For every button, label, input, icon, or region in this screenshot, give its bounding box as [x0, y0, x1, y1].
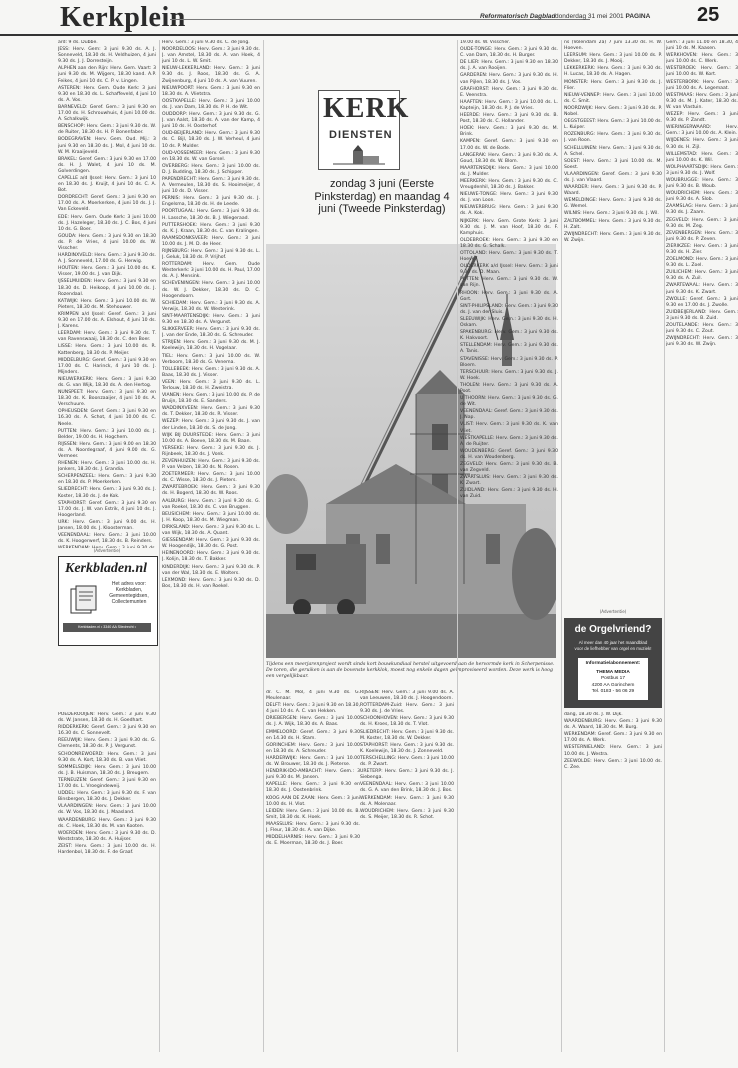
service-listing: KAMPEN: Geref. Gem.: 3 juni 9.30 en 17.00 ds. W. de Bode. — [460, 139, 558, 151]
service-listing: WESTBROEK: Herv. Gem.: 3 juni 10.00 ds. W. Kort. — [666, 66, 738, 78]
service-listing: NIEUW-VENNEP: Herv. Gem.: 3 juni 10.00 ds. C. Smit. — [564, 92, 662, 104]
orgelvriend-postbus: Postbus 17 — [600, 676, 625, 682]
orgelvriend-advertisement — [564, 618, 662, 708]
service-listing: KATWIJK: Herv. Gem.: 3 juni 10.00 ds. W. Pieters, 18.30 ds. M. Stehouwer. — [58, 298, 156, 310]
service-listing: NIEUWERKERK: Herv. Gem.: 3 juni 9.30 ds. G. van Wijk, 18.30 ds. A. den Hertog. — [58, 376, 156, 388]
service-listing: WOUDRICHEM: Herv. Gem.: 3 juni 9.30 ds. A. Slob. — [666, 191, 738, 203]
service-listing: LISSE: Herv. Gem.: 3 juni 10.00 ds. R. Kattenberg, 18.30 ds. P. Meijer. — [58, 344, 156, 356]
service-listing: ZUILICHEM: Herv. Gem.: 3 juni 9.30 ds. A. Zuil. — [666, 270, 738, 282]
page-number: 25 — [697, 4, 720, 26]
service-listing: LEERSUM: Herv. Gem.: 3 juni 10.00 ds. P. Dekker, 18.30 ds. J. Mooij. — [564, 53, 662, 65]
service-listing: WOUDENBERG: Geref. Gem.: 3 juni 9.30 ds. H. van Woudenberg. — [460, 448, 558, 460]
service-listing: LEERDAM: Herv. Gem.: 3 juni 9.30 ds. T. van Ravenswaaij, 18.30 ds. C. den Boer. — [58, 331, 156, 343]
service-listing: Herv. Gem.: 3 juni 9.30 ds. C. de Jong. — [162, 40, 250, 45]
advertisement-label-2: (Advertentie) — [599, 609, 627, 614]
service-dates-notice: zondag 3 juni (Eerste Pinksterdag) en maandag 4 juni (Tweede Pinksterdag) — [314, 178, 450, 215]
service-listing: ard: 9 ds. Dubbe. — [58, 40, 98, 45]
column-1 — [58, 40, 156, 548]
service-listing: ROTTERDAM-Zuid: Herv. Gem.: 3 juni 9.30 ds. J. de Vries. — [360, 703, 454, 715]
service-listing: DORDRECHT: Geref. Gem.: 3 juni 9.30 en 17.00 ds. A. Moerkerken, 4 juni 10 ds. J. J. Van Eckeveld. — [58, 195, 156, 213]
service-listing: POORTUGAAL: Herv. Gem.: 3 juni 9.30 ds. H. Lassche, 18.30 ds. B. J. Wiegeraad. — [162, 209, 260, 221]
service-listing: NIEUWPOORT: Herv. Gem.: 3 juni 9.30 en 18.30 ds. A. Vlietstra. — [162, 85, 260, 97]
service-listing: PUTTERSHOEK: Herv. Gem.: 3 juni 9.30 ds. K. J. Kraan, 18.30 ds. C. van Kralingen. — [162, 222, 260, 234]
service-listing: MAARTENSDIJK: Herv. Gem.: 3 juni 10.00 ds. J. Mulder. — [460, 165, 558, 177]
service-listing: AALBURG: Herv. Gem.: 3 juni 9.30 ds. G. van Roekel, 18.30 ds. C. van Bruggen. — [162, 498, 260, 510]
service-listing: ZEVENHUIZEN: Herv. Gem.: 3 juni 9.30 ds. P. van Velzen, 18.30 ds. N. Rosen. — [162, 459, 260, 471]
service-listing: PUTTEN: Herv. Gem.: 3 juni 9.30 ds. W. van Rijn. — [460, 277, 558, 289]
service-listing: ZOUTELANDE: Herv. Gem.: 3 juni 9.30 ds. C. Zout. — [666, 323, 738, 335]
service-listing: ZWOLLE: Geref. Gem.: 3 juni 9.30 en 17.00 ds. J. Zwolle. — [666, 296, 738, 308]
orgelvriend-city: 4200 AA Gorinchem — [591, 682, 635, 688]
service-listing: MIDDELHARNIS: Herv. Gem.: 3 juni 9.30 ds. E. Moerman, 18.30 ds. J. Boer. — [266, 835, 360, 847]
service-listing: Gem.: 3 juni 11.00 en 18.30, 4 juni 10 ds. M. Kaasen. — [666, 40, 738, 52]
service-listing: WESTERNIELAND: Herv. Gem.: 3 juni 10.00 ds. J. Westra. — [564, 745, 662, 757]
service-listing: WEZEP: Herv. Gem.: 3 juni 9.30 ds. P. Zandt. — [666, 112, 738, 124]
kerkbladen-logo: Kerkbladen.nl — [65, 561, 148, 576]
service-listing: REEUWIJK: Herv. Gem.: 3 juni 9.30 ds. G. Clements, 18.30 ds. P. J. Vergunst. — [58, 738, 156, 750]
service-listing: KRIMPEN a/d IJssel: Geref. Gem.: 3 juni 9.30 en 17.00 ds. A. Elshout, 4 juni 10 ds. J. Karens. — [58, 311, 156, 330]
service-listing: WEMELDINGE: Herv. Gem.: 3 juni 9.30 ds. G. Wemel. — [564, 198, 662, 210]
service-listing: URETERP: Herv. Gem.: 3 juni 9.30 ds. J. Siebenga. — [360, 769, 454, 781]
column-divider — [561, 40, 562, 1052]
service-listing: RIJSSEN: Herv. Gem.: 3 juni 9.00 en 18.30 ds. A. Noordegraaf, 4 juni 9.00 ds. G. Vermeer. — [58, 441, 156, 459]
column-divider — [263, 40, 264, 1052]
service-listing: VEEN: Herv. Gem.: 3 juni 9.30 ds. L. Terlouw, 18.30 ds. H. Zweistra. — [162, 379, 260, 391]
service-listing: HOUTEN: Herv. Gem.: 3 juni 10.00 ds. K. Visser, 19.00 ds. J. van Dijk. — [58, 266, 156, 278]
service-listing: TERSCHUUR: Herv. Gem.: 3 juni 9.30 ds. J. W. Hoek. — [460, 369, 558, 381]
service-listing: MIDDELBURG: Geref. Gem.: 3 juni 9.30 en 17.00 ds. C. Harinck, 4 juni 10 ds. J. Mijnders. — [58, 357, 156, 375]
service-listing: STELLENDAM: Herv. Gem.: 3 juni 9.30 ds. A. Tanis. — [460, 343, 558, 355]
service-listing: SOMMELSDIJK: Herv. Gem.: 3 juni 10.00 ds. J. B. Huisman, 18.30 ds. J. Breugem. — [58, 764, 156, 776]
service-listing: BODEGRAVEN: Herv. Gem. Oud. Mij.: 3 juni 9.30 en 18.30 ds. J. Mol, 4 juni 10 ds. W. M. Kraaijeveld. — [58, 137, 156, 155]
service-listing: WAARDER: Herv. Gem.: 3 juni 9.30 ds. P. Waard. — [564, 185, 662, 197]
service-listing: VLAARDINGEN: Geref. Gem.: 3 juni 9.30 ds. J. van Vlaard. — [564, 171, 662, 183]
column-divider — [664, 40, 665, 1052]
service-listing: WERKHOVEN: Herv. Gem.: 3 juni 10.00 ds. C. Werk. — [666, 53, 738, 65]
service-listing: WILNIS: Herv. Gem.: 3 juni 9.30 ds. J. Wil. — [564, 211, 659, 217]
service-listing: OUD-VOSSEMEER: Herv. Gem.: 3 juni 9.30 en 18.30 ds. W. van Gorsel. — [162, 150, 260, 162]
service-listing: IJSSELMUIDEN: Herv. Gem.: 3 juni 9.30 en 18.30 ds. D. Heikoop, 4 juni 10.00 ds. J. Rozendaal. — [58, 279, 156, 297]
service-listing: ZALTBOMMEL: Herv. Gem.: 3 juni 9.30 ds. H. Zalt. — [564, 218, 662, 230]
service-listing: BEUSICHEM: Herv. Gem.: 3 juni 10.00 ds. J. H. Koop, 18.30 ds. M. Wiegman. — [162, 511, 260, 523]
service-listing: HEERDE: Herv. Gem.: 3 juni 9.30 ds. B. Post, 18.30 ds. C. Hollander. — [460, 113, 558, 125]
service-listing: HENDRIK-IDO-AMBACHT: Herv. Gem.: 3 juni 9.30 ds. M. Jansen. — [266, 769, 360, 781]
page-label: PAGINA — [625, 13, 651, 20]
service-listing: ZEVENBERGEN: Herv. Gem.: 3 juni 9.30 ds. P. Zeven. — [666, 230, 738, 242]
photo-caption: Tijdens een meerjarenproject wordt sinds kort bouwkundiaal herstel uitgevoerd aan de hervormde kerk in Scherpenisse. De toren, die geruiken is aan de bovenste kerkklok, moest nog enkele dagen geïmproviseerd worden. Deze werk is hoog een vergelijkbaar. — [266, 662, 555, 679]
service-listing: BARNEVELD: Geref. Gem.: 3 juni 9.30 en 17.00 ds. H. Schrouwhuis, 4 juni 10.00 ds. A. Schalkwijk. — [58, 104, 156, 123]
service-listing: WERKENDAM: Herv. Gem.: 3 juni 9.30 ds. A. Molenaar. — [360, 795, 454, 807]
service-listing: dang, 18.30 ds. J. W. Dijk. — [564, 712, 623, 717]
column-divider — [457, 40, 458, 1052]
service-listing: PUTTEN: Herv. Gem.: 3 juni 10.00 ds. J. Belder, 19.00 ds. H. Hogchem. — [58, 428, 156, 440]
service-listing: WAARDENBURG: Herv. Gem.: 3 juni 9.30 ds. C. Hoek, 18.30 ds. M. van Kooten. — [58, 817, 156, 829]
service-listing: RIJSSEN: Herv. Gem.: 3 juni 9.00 ds. A. van Leeuwen, 18.30 ds. J. Hoogendoorn. — [360, 690, 454, 702]
service-listing: ZWIJNDRECHT: Herv. Gem.: 3 juni 9.30 ds. W. Zwijn. — [666, 336, 738, 348]
service-listing: ZUIDLAND: Herv. Gem.: 3 juni 9.30 ds. H. van Zuid. — [460, 488, 558, 500]
service-listing: NIJKERK: Herv. Gem. Grote Kerk: 3 juni 9.30 ds. J. M. van Hoof, 18.30 ds. F. Kamphuis. — [460, 218, 558, 236]
service-listing: NIEUW-LEKKERLAND: Herv. Gem.: 3 juni 9.30 ds. J. Roos, 18.30 ds. G. A. Zwijnenburg, 4 juni 10 ds. A. van Vuuren. — [162, 66, 260, 84]
service-listing: TERSCHELLING: Herv. Gem.: 3 juni 10.00 ds. P. Zwart. — [360, 755, 454, 768]
service-listing: STAPHORST: Geref. Gem.: 3 juni 9.30 en 17.00 ds. J. W. van Estrik, 4 juni 10 ds. J. Hoogerland. — [58, 500, 156, 518]
service-listing: SCHOONREWOERD: Herv. Gem.: 3 juni 9.30 ds. A. Kort, 18.30 ds. B. van Vliet. — [58, 751, 156, 763]
column-5 — [460, 40, 558, 1052]
service-listing: NIEUWERBRUG: Herv. Gem.: 3 juni 9.30 ds. A. Kok. — [460, 205, 558, 217]
service-listing: ZEGVELD: Herv. Gem.: 3 juni 9.30 ds. M. Zeg. — [666, 217, 738, 229]
service-listing: WAARDENBURG: Herv. Gem.: 3 juni 9.30 ds. A. Waard, 18.30 ds. M. Burg. — [564, 719, 662, 731]
orgelvriend-phone: Tel. 0183 - 56 06 29 — [591, 688, 635, 694]
advertisement-label: (Advertentie) — [93, 548, 121, 553]
service-listing: GRAFHORST: Herv. Gem.: 3 juni 9.30 ds. E. Veenstra. — [460, 86, 558, 98]
service-listing: KOOG AAN DE ZAAN: Herv. Gem.: 3 juni 10.00 ds. H. Vlot. — [266, 795, 360, 807]
service-listing: EDE: Herv. Gem. Oude Kerk: 3 juni 10.00 ds. J. Hazeleger, 18.30 ds. J. C. Bos, 4 juni 10 ds. G. Boer. — [58, 214, 156, 232]
orgelvriend-title: de Orgelvriend? — [574, 624, 652, 635]
service-listing: OUDE-TONGE: Herv. Gem.: 3 juni 9.30 ds. C. van Dam, 18.30 ds. H. Burger. — [460, 47, 558, 59]
issue-date-line — [555, 13, 650, 20]
service-listing: ZUIDBEIJERLAND: Herv. Gem.: 3 juni 9.30 ds. B. Zuid. — [666, 309, 738, 321]
service-listing: NOORDWIJK: Herv. Gem.: 3 juni 9.30 ds. P. Nobel. — [564, 105, 662, 118]
service-listing: ROTTERDAM: Herv. Gem. Oude Westerkerk: 3 juni 10.00 ds. H. Paul, 17.00 ds. A. J. Mensink. — [162, 262, 260, 280]
service-listing: BENSCHOP: Herv. Gem.: 3 juni 9.30 ds. W. de Ruiter, 18.30 ds. H. P. Bonenfaber. — [58, 124, 156, 136]
column-6-lower — [564, 712, 662, 1052]
service-listing: KAPELLE: Herv. Gem.: 3 juni 9.30 en 18.30 ds. J. Oostenbrink. — [266, 782, 360, 794]
service-listing: YERSEKE: Herv. Gem.: 3 juni 9.30 ds. J. Rijnbeek, 18.30 ds. J. Vonk. — [162, 445, 260, 457]
service-listing: WOLPHAARTSDIJK: Herv. Gem.: 3 juni 9.30 ds. J. Wolf. — [666, 164, 738, 176]
service-listing: STAVENISSE: Herv. Gem.: 3 juni 9.30 ds. P. Bloem. — [460, 356, 558, 368]
service-listing: DIRKSLAND: Herv. Gem.: 3 juni 9.30 ds. L. van Wijk, 18.30 ds. A. Quant. — [162, 524, 260, 537]
service-listing: NOORDELOOS: Herv. Gem.: 3 juni 9.30 ds. J. van Amstel, 18.30 ds. A. van Hoek, 4 juni 10 ds. L. W. Smit. — [162, 47, 260, 65]
service-listing: dr. C. M. Mol, 4 juni 9.30 ds. G. Meulenaar. — [266, 690, 360, 702]
service-listing: WIJDENES: Herv. Gem.: 3 juni 9.30 ds. H. Zijl. — [666, 138, 738, 150]
service-listing: GARDEREN: Herv. Gem.: 3 juni 9.30 ds. H. van Pijlen, 18.30 ds. J. Vos. — [460, 73, 558, 85]
orgelvriend-contact-heading: Informatie/abonnement: — [585, 661, 641, 666]
service-listing: ZEEWOLDE: Herv. Gem.: 3 juni 10.00 ds. C. Zee. — [564, 758, 662, 770]
service-listing: VIANEN: Herv. Gem.: 3 juni 10.00 ds. P. de Bruijn, 18.30 ds. E. Sanders. — [162, 393, 260, 405]
column-6-top — [564, 40, 662, 640]
column-7 — [666, 40, 738, 1052]
service-listing: PERNIS: Herv. Gem.: 3 juni 9.30 ds. J. Engelsma, 18.30 ds. H. de Leede. — [162, 196, 260, 208]
service-listing: TIEL: Herv. Gem.: 3 juni 10.00 ds. W. Verboom, 18.30 ds. G. Venema. — [162, 353, 260, 365]
service-listing: SCHEVENINGEN: Herv. Gem.: 3 juni 10.00 ds. W. J. Dekker, 18.30 ds. D. C. Hoogendoorn. — [162, 281, 260, 299]
orgelvriend-tagline-1: Al meer dan 40 jaar het maandblad — [578, 640, 648, 645]
service-listing: WIERINGERWAARD: Herv. Gem.: 3 juni 10.00 ds. A. Klein. — [666, 125, 738, 137]
service-listing: GORINCHEM: Herv. Gem.: 3 juni 10.00 en 18.30 ds. A. Schreuder. — [266, 742, 360, 754]
service-listing: SCHOONHOVEN: Herv. Gem.: 3 juni 9.30 ds. H. Kroes, 18.30 ds. T. Vlot. — [360, 716, 454, 728]
kerkdiensten-logo-small: DIENSTEN — [329, 129, 393, 141]
service-listing: HARDERWIJK: Herv. Gem.: 3 juni 10.00 ds. W. Brouwer, 18.30 ds. J. Pieterse. — [266, 755, 360, 768]
service-listing: NIEUWE-TONGE: Herv. Gem.: 3 juni 9.30 ds. J. van Loon. — [460, 192, 558, 204]
service-listing: WOERDEN: Herv. Gem.: 3 juni 9.30 ds. D. Weststrate, 18.30 ds. A. Huijser. — [58, 830, 156, 842]
service-listing: WEZEP: Herv. Gem.: 3 juni 9.30 ds. J. van der Linden, 18.30 ds. S. de Jong. — [162, 419, 260, 431]
service-listing: LEXMOND: Herv. Gem.: 3 juni 9.30 ds. D. Bos, 18.30 ds. H. van Roekel. — [162, 577, 260, 589]
service-listing: OVERBERG: Herv. Gem.: 3 juni 10.00 ds. D. J. Budding, 18.30 ds. J. Schipper. — [162, 163, 260, 175]
paper-name: Reformatorisch Dagblad — [480, 13, 556, 20]
service-listing: GOUDA: Herv. Gem.: 3 juni 9.30 en 18.30 ds. P. de Vries, 4 juni 10.00 ds. W. Visscher. — [58, 233, 156, 251]
service-listing: OLDEBROEK: Herv. Gem.: 3 juni 9.30 en 18.30 ds. G. Schalk. — [460, 237, 558, 249]
service-listing: ZEGVELD: Herv. Gem.: 3 juni 9.30 ds. B. van Zegveld. — [460, 462, 558, 474]
church-icon — [333, 145, 385, 165]
service-listing: ZWIJNDRECHT: Herv. Gem.: 3 juni 9.30 ds. W. Zwijn. — [564, 231, 662, 243]
service-listing: THOLEN: Herv. Gem.: 3 juni 9.30 ds. A. Poot. — [460, 382, 558, 394]
service-listing: OUD-BEIJERLAND: Herv. Gem.: 3 juni 9.30 ds. C. Bijl, 18.30 ds. J. W. Verheul, 4 juni 10 ds. P. Mulder. — [162, 131, 260, 149]
service-listing: VEENENDAAL: Geref. Gem.: 3 juni 9.30 ds. J. Nap. — [460, 409, 558, 421]
service-listing: ALPHEN aan den Rijn: Herv. Gem. Vaart: 3 juni 9.30 ds. M. Wijgers, 18.30 kand. A.P. Feikes, 4 juni 10 ds. C. P. v. Lingen. — [58, 66, 156, 84]
service-listing: WESTMAAS: Herv. Gem.: 3 juni 9.30 ds. M. J. Kater, 18.30 ds. W. van Vlastuin. — [666, 92, 738, 110]
service-listing: WOUDRICHEM: Herv. Gem.: 3 juni 9.30 ds. S. Meijer, 18.30 ds. R. Schot. — [360, 808, 454, 820]
service-listing: WESTERBORK: Herv. Gem.: 3 juni 10.00 ds. A. Legemaat. — [666, 79, 738, 91]
service-listing: MEERKERK: Herv. Gem.: 3 juni 9.30 ds. C. Vreugdenhil, 18.30 ds. J. Bakker. — [460, 178, 558, 191]
column-1-lower — [58, 712, 156, 1052]
kerkdiensten-logo-big: KERK — [323, 93, 410, 124]
service-listing: WIJK BIJ DUURSTEDE: Herv. Gem.: 3 juni 10.00 ds. A. Boeve, 18.30 ds. M. Baan. — [162, 432, 260, 444]
service-listing: EMMELOORD: Geref. Gem.: 3 juni 9.30 en 14.30 ds. H. Stam. — [266, 729, 360, 741]
service-listing: DE LIER: Herv. Gem.: 3 juni 9.30 en 18.30 ds. J. A. van Rooijen. — [460, 60, 558, 72]
service-listing: ZAAMSLAG: Herv. Gem.: 3 juni 9.30 ds. J. Zaam. — [666, 204, 738, 216]
service-listing: HARDINXVELD: Herv. Gem.: 3 juni 9.30 ds. A. J. Sonneveld, 17.00 ds. G. Herwig. — [58, 253, 156, 265]
service-listing: UDDEL: Herv. Gem.: 3 juni 9.30 ds. F. van Binsbergen, 18.30 ds. J. Dekker. — [58, 791, 156, 803]
service-listing: RIJNSBURG: Herv. Gem.: 3 juni 9.30 ds. L. J. Geluk, 18.30 ds. P. Vrijhof. — [162, 249, 260, 261]
section-title: Kerkplein — [60, 2, 186, 33]
service-listing: SLIEDRECHT: Herv. Gem.: 3 juni 9.30 ds. M. Koster, 18.30 ds. W. Dekker. — [360, 729, 454, 741]
service-listing: MAASSLUIS: Herv. Gem.: 3 juni 9.30 ds. J. Fleur, 18.30 ds. A. van Dijke. — [266, 821, 360, 833]
kerkbladen-subtitle: Het adres voor: Kerkbladen, Gemeentegidsen, Collectemunten — [109, 581, 149, 605]
service-listing: WOUBRUGGE: Herv. Gem.: 3 juni 9.30 ds. B. Woub. — [666, 177, 738, 190]
service-listing: MONSTER: Herv. Gem.: 3 juni 9.30 ds. J. Flier. — [564, 79, 662, 91]
service-listing: 19.00 ds. W. Visscher. — [460, 40, 511, 45]
service-listing: LANGERAK: Herv. Gem.: 3 juni 9.30 ds. A. Goud, 18.30 ds. W. Blom. — [460, 152, 558, 164]
kerkbladen-contact-bar: Kerkbladen.nl • 3340 AA Sliedrecht • www.kerkbladen.nl — [63, 623, 151, 632]
service-listing: ZWARTSLUIS: Herv. Gem.: 3 juni 9.30 ds. K. Zwart. — [460, 475, 558, 487]
orgelvriend-tagline-2: voor de liefhebber van orgel en muziek! — [574, 646, 652, 651]
service-listing: RIDDERKERK: Geref. Gem.: 3 juni 9.30 en 16.30 ds. C. Sonnevelt. — [58, 725, 156, 737]
service-listing: WERKENDAM: Geref. Gem.: 3 juni 9.30 en 17.00 ds. A. Werk. — [564, 732, 662, 744]
service-listing: GIESSENDAM: Herv. Gem.: 3 juni 9.30 ds. W. Hoogendijk, 18.30 ds. G. Post. — [162, 538, 260, 550]
service-listing: WESTKAPELLE: Herv. Gem.: 3 juni 9.30 ds. A. de Ruijter. — [460, 435, 558, 447]
service-listing: LEKKERKERK: Herv. Gem.: 3 juni 9.30 ds. H. Lucas, 18.30 ds. A. Hagen. — [564, 66, 662, 78]
service-listing: RHENEN: Herv. Gem.: 3 juni 10.00 ds. H. Jonkers, 18.30 ds. J. Grandia. — [58, 461, 156, 473]
service-listing: ZOELMOND: Herv. Gem.: 3 juni 9.30 ds. L. Zoel. — [666, 257, 738, 269]
column-divider — [159, 40, 160, 1052]
service-listing: LEIDEN: Herv. Gem.: 3 juni 10.00 ds. B. Smit, 18.30 ds. K. Hoek. — [266, 808, 360, 820]
service-listing: OUDDORP: Herv. Gem.: 3 juni 9.30 ds. G. J. van Aalst, 18.30 ds. A. van der Kamp, 4 juni 10 ds. H. Oosterhof. — [162, 112, 260, 130]
service-listing: TOLLEBEEK: Herv. Gem.: 3 juni 9.30 ds. A. Baas, 18.30 ds. J. Visser. — [162, 366, 260, 378]
document-stack-icon — [67, 583, 101, 617]
service-listing: WADDINXVEEN: Herv. Gem.: 3 juni 9.30 ds. T. Dekker, 18.30 ds. R. Visser. — [162, 406, 260, 418]
service-listing: SLIKKERVEER: Herv. Gem.: 3 juni 9.30 ds. J. van der Ende, 18.30 ds. G. Schreuder. — [162, 327, 260, 339]
service-listing: STRIJEN: Herv. Gem.: 3 juni 9.30 ds. M. J. Koelewijn, 18.30 ds. H. Vogelaar. — [162, 340, 260, 352]
service-listing: SCHELLUINEN: Herv. Gem.: 3 juni 9.30 ds. A. Schel. — [564, 145, 662, 157]
service-listing: UITHOORN: Herv. Gem.: 3 juni 9.30 ds. G. de Wit. — [460, 396, 558, 408]
orgelvriend-publisher: THEMA MEDIA — [596, 670, 630, 676]
kerkbladen-advertisement — [58, 556, 158, 646]
service-listing: OUDERKERK a/d IJssel: Herv. Gem.: 3 juni 9.30 ds. D. Maan. — [460, 264, 558, 276]
service-listing: HOEK: Herv. Gem.: 3 juni 9.30 ds. M. Brink. — [460, 126, 558, 138]
service-listing: SOEST: Herv. Gem.: 3 juni 10.00 ds. M. Soest. — [564, 158, 662, 170]
service-listing: ns (Volendam 2a) 7 juni 13.30 ds. H. W. Hoeven. — [564, 40, 662, 52]
service-listing: VEENENDAAL: Herv. Gem.: 3 juni 10.00 ds. K. Hoogerwerf, 18.30 ds. B. Reinders. — [58, 533, 156, 545]
orgelvriend-contact-box — [578, 658, 648, 700]
column-2 — [162, 40, 260, 1052]
service-listing: OTTOLAND: Herv. Gem.: 3 juni 9.30 ds. T. Hoeve. — [460, 251, 558, 263]
service-listing: PAPENDRECHT: Herv. Gem.: 3 juni 9.30 ds. A. Vermeulen, 18.30 ds. S. Hooimeijer, 4 juni 10 ds. D. Visser. — [162, 176, 260, 195]
service-listing: BRAKEL: Geref. Gem.: 3 juni 9.30 en 17.00 ds. H. J. Walet, 4 juni 10 ds. M. Golverdingen. — [58, 156, 156, 174]
service-listing: SINT-PHILIPSLAND: Herv. Gem.: 3 juni 9.30 ds. J. van der Sluis. — [460, 303, 558, 315]
page-header — [0, 0, 738, 36]
service-listing: KINDERDIJK: Herv. Gem.: 3 juni 9.30 ds. P. van der Wal, 18.30 ds. E. Wolters. — [162, 564, 260, 576]
service-listing: ZWARTEWAAL: Herv. Gem.: 3 juni 9.30 ds. K. Zwart. — [666, 283, 738, 295]
service-listing: HEINENOORD: Herv. Gem.: 3 juni 9.30 ds. J. Kolijn, 18.30 ds. T. Bakker. — [162, 551, 260, 563]
service-listing: OOSTKAPELLE: Herv. Gem.: 3 juni 10.00 ds. J. van Dam, 18.30 ds. P. H. de Wit. — [162, 98, 260, 110]
service-listing: OPHEUSDEN: Geref. Gem.: 3 juni 9.30 en 16.30 ds. A. Schot, 4 juni 10.00 ds. C. Neele. — [58, 409, 156, 427]
service-listing: SLEEUWIJK: Herv. Gem.: 3 juni 9.30 ds. H. Oskam. — [460, 316, 558, 329]
issue-date: donderdag 31 mei 2001 — [555, 13, 624, 20]
service-listing: ROZENBURG: Herv. Gem.: 3 juni 9.30 ds. J. van Roon. — [564, 132, 662, 144]
service-listing: TERNEUZEN: Geref. Gem.: 3 juni 9.30 en 17.00 ds. L. Vroegindeweij. — [58, 777, 156, 790]
service-listing: RHOON: Herv. Gem.: 3 juni 9.30 ds. A. Gort. — [460, 290, 558, 302]
service-listing: OEGSTGEEST: Herv. Gem.: 3 juni 10.00 ds. L. Kuiper. — [564, 119, 662, 131]
service-listing: DELFT: Herv. Gem.: 3 juni 9.30 en 18.30, 4 juni 10 ds. A. C. van Hekken. — [266, 703, 360, 715]
service-listing: STAPHORST: Herv. Gem.: 3 juni 9.30 ds. K. Koelewijn, 18.30 ds. J. Zonneveld. — [360, 742, 454, 754]
service-listing: VLAARDINGEN: Herv. Gem.: 3 juni 10.00 ds. W. Vos, 18.30 ds. J. Maasland. — [58, 804, 156, 816]
kerkdiensten-logo — [318, 90, 410, 170]
service-listing: VLIST: Herv. Gem.: 3 juni 9.30 ds. K. van Vliet. — [460, 422, 558, 434]
service-listing: ZWARTEBROEK: Herv. Gem.: 3 juni 9.30 ds. H. Bogerd, 18.30 ds. W. Roos. — [162, 485, 260, 497]
service-listing: RAAMSDONKSVEER: Herv. Gem.: 3 juni 10.00 ds. J. M. D. de Heer. — [162, 235, 260, 247]
column-4-lower — [360, 690, 454, 1052]
service-listing: DRIEBERGEN: Herv. Gem.: 3 juni 10.00 ds. J. A. Wijk, 18.30 ds. A. Baas. — [266, 716, 360, 728]
service-listing: SINT-MAARTENSDIJK: Herv. Gem.: 3 juni 9.30 en 18.30 ds. A. Vergunst. — [162, 313, 260, 326]
service-listing: SLIEDRECHT: Herv. Gem.: 3 juni 9.30 ds. J. Koster, 18.30 ds. J. de Kok. — [58, 487, 156, 499]
service-listing: ZEIST: Herv. Gem.: 3 juni 10.00 ds. H. Hardenbol, 18.30 ds. F. de Graaf. — [58, 843, 156, 855]
column-3-lower — [266, 690, 360, 1052]
service-listing: CAPELLE a/d IJssel: Herv. Gem.: 3 juni 10 en 18.30 ds. J. Kruijt, 4 juni 10 ds. C. A. Bot. — [58, 175, 156, 194]
service-listing: POEDEROOIJEN: Herv. Gem.: 3 juni 9.30 ds. W. Jansen, 18.30 ds. H. Goedhart. — [58, 712, 156, 724]
service-listing: SPAKENBURG: Herv. Gem.: 3 juni 9.30 ds. K. Hakvoort. — [460, 330, 558, 342]
service-listing: ZOETERMEER: Herv. Gem.: 3 juni 10.00 ds. C. Wisse, 18.30 ds. J. Pieters. — [162, 472, 260, 484]
service-listing: WILLEMSTAD: Herv. Gem.: 3 juni 10.00 ds. K. Wil. — [666, 151, 738, 163]
service-listing: HAAFTEN: Herv. Gem.: 3 juni 10.00 ds. L. Kapteijn, 18.30 ds. P. J. de Vries. — [460, 99, 558, 111]
service-listing: NUNSPEET: Herv. Gem.: 3 juni 9.30 en 18.30 ds. K. Boonzaaijer, 4 juni 10 ds. A. Verschuure. — [58, 390, 156, 408]
service-listing: ASTEREN: Herv. Gem. Oude Kerk: 3 juni 9.30 en 18.30 ds. L. Schaffeveld, 4 juni 10 ds. A. Vos. — [58, 85, 156, 103]
service-listing: URK: Herv. Gem.: 3 juni 9.00 ds. H. Jansen, 18.00 ds. J. Kloosterman. — [58, 519, 156, 532]
service-listing: VEENENDAAL: Herv. Gem.: 3 juni 10.00 ds. G. A. van den Brink, 18.30 ds. J. Bos. — [360, 782, 454, 794]
service-listing: SCHERPENZEEL: Herv. Gem.: 3 juni 9.30 en 18.30 ds. P. Moerkerken. — [58, 474, 156, 486]
service-listing: SCHIEDAM: Herv. Gem.: 3 juni 9.30 ds. A. Verwijs, 18.30 ds. W. Westerink. — [162, 300, 260, 312]
service-listing: ZIERIKZEE: Herv. Gem.: 3 juni 9.30 ds. H. Zier. — [666, 243, 738, 255]
service-listing: JESS: Herv. Gem: 3 juni 9.30 ds. A. J. Sonneveld, 18.30 ds. H. Veldhuizen, 4 juni 9.30 ds. J. J. Dorresteijn. — [58, 47, 156, 65]
